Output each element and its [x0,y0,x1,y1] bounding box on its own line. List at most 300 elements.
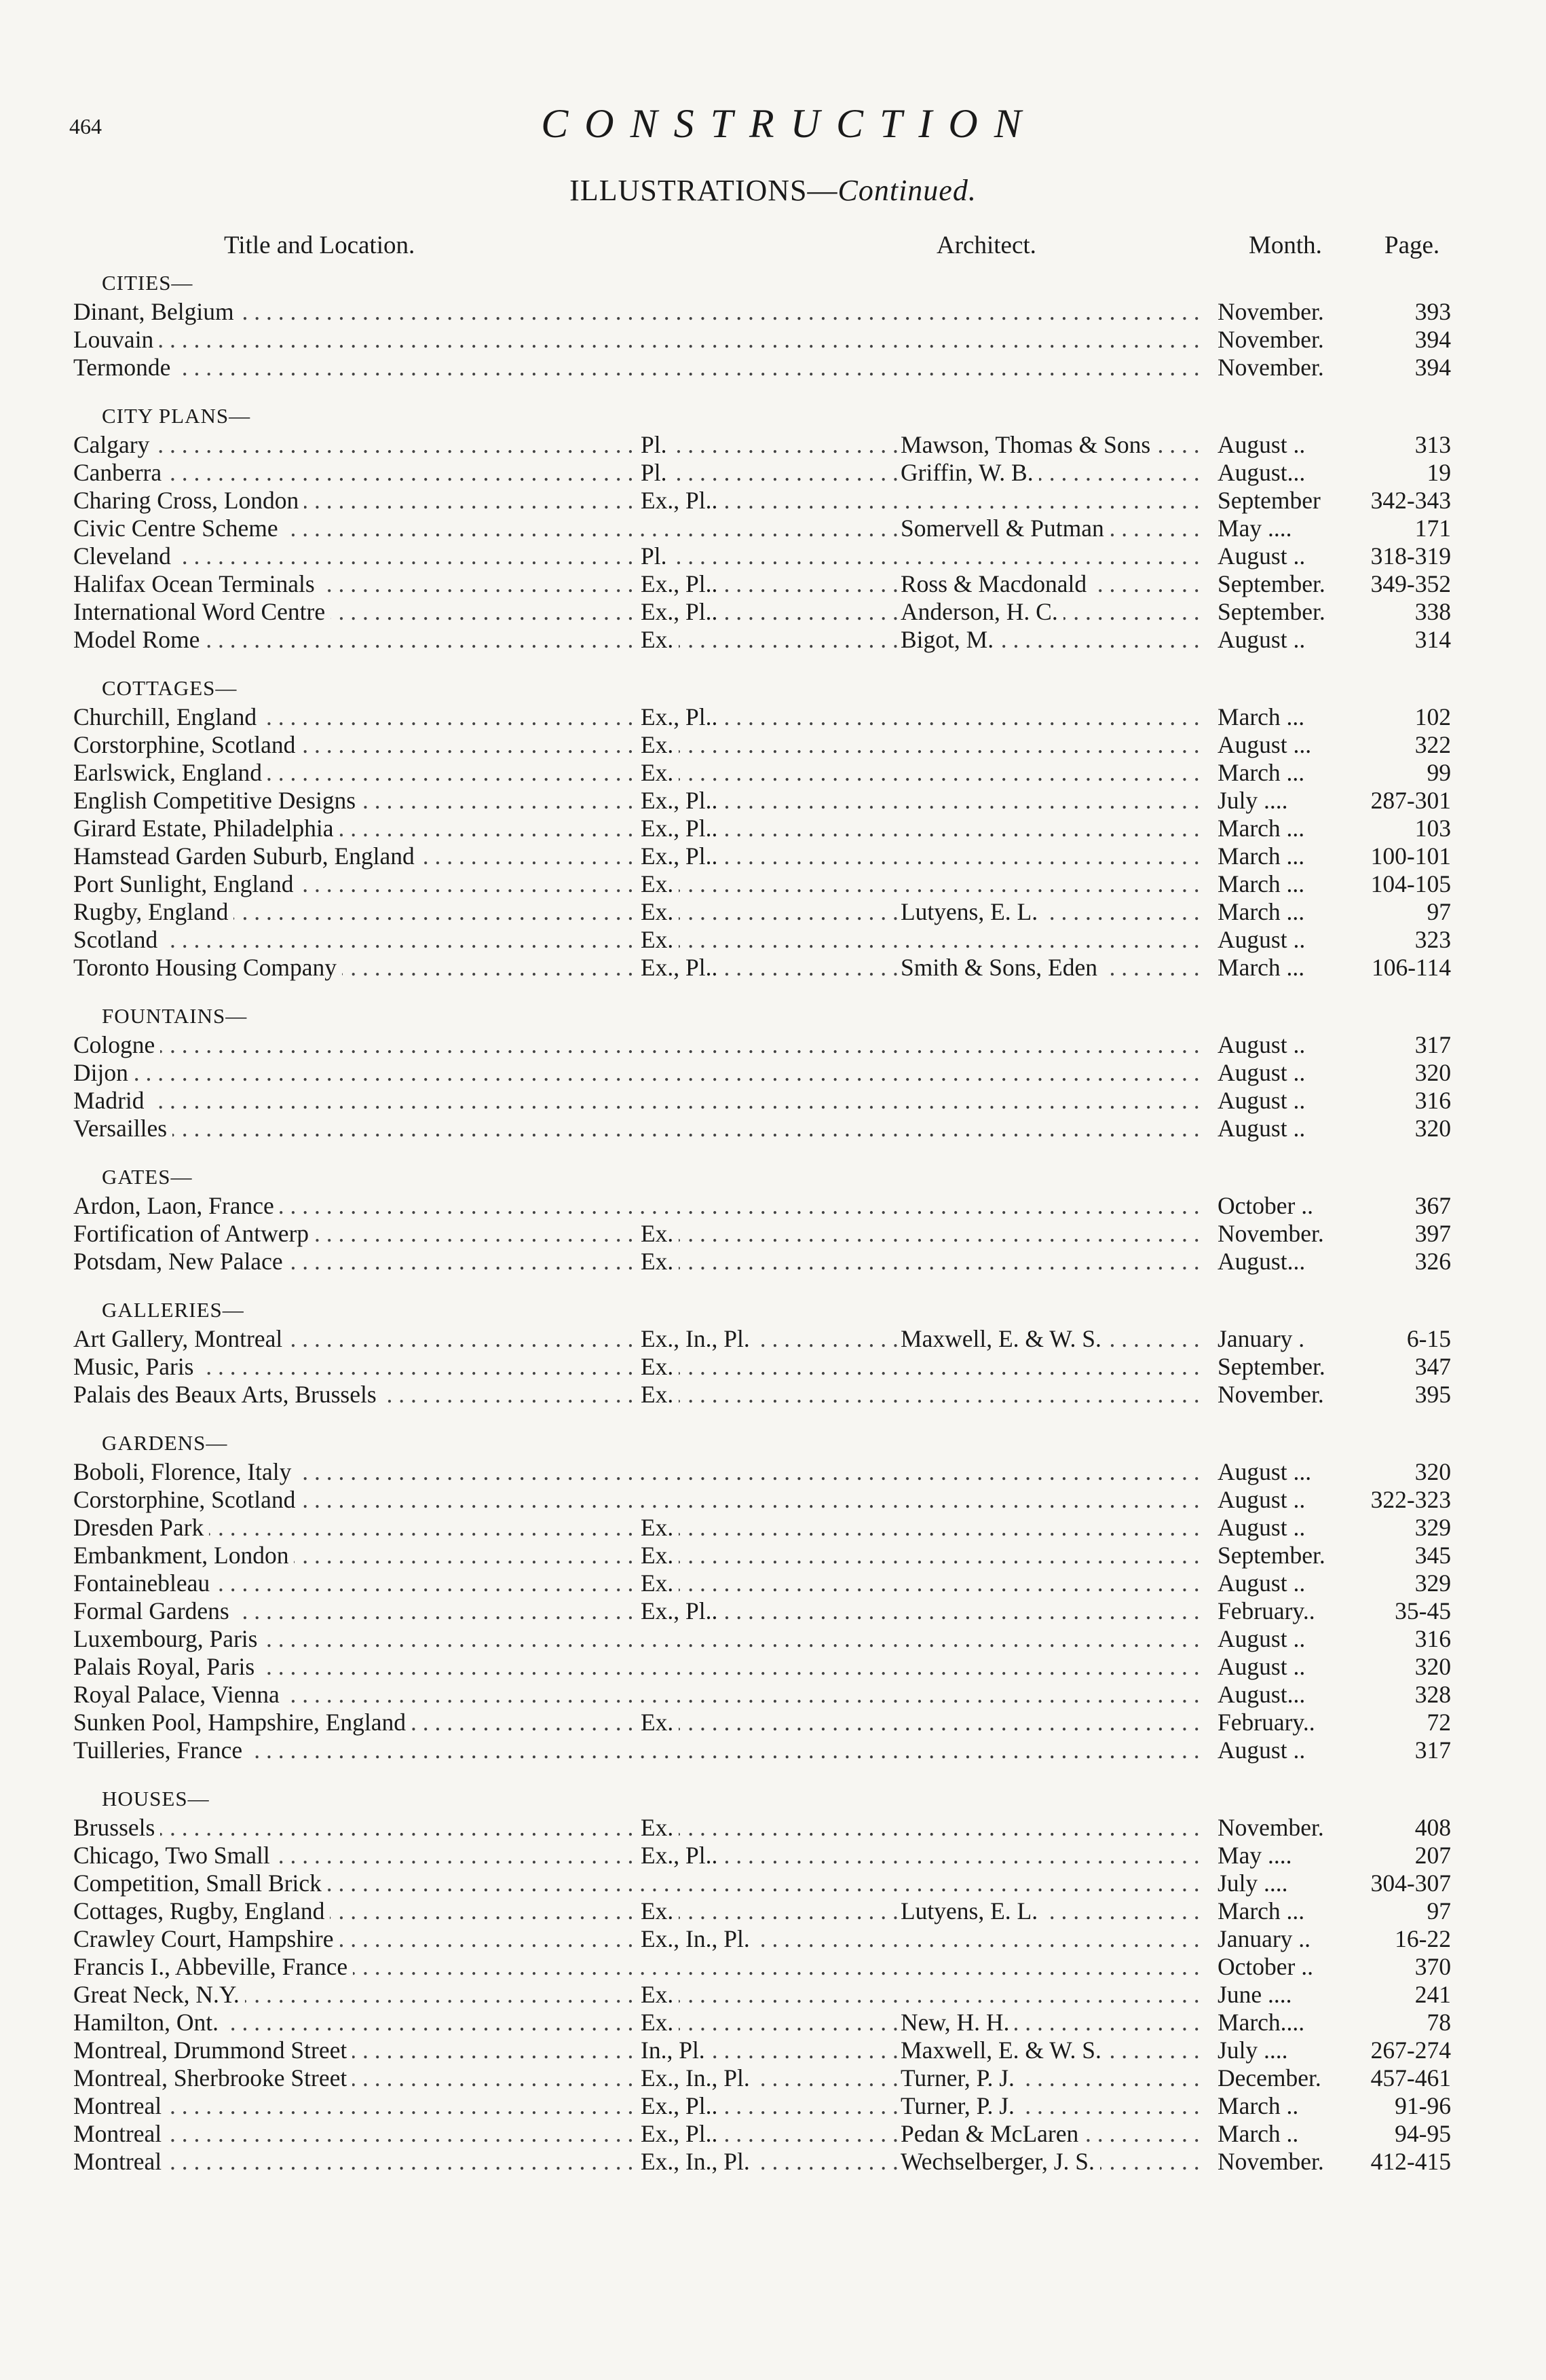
entry-page: 316 [1414,1087,1451,1114]
index-entry [73,759,1451,787]
entry-title: Ardon, Laon, France [73,1192,280,1220]
entry-architect: Pedan & McLaren [898,2120,1084,2148]
entry-month: August .. [1215,1115,1305,1142]
entry-title: Dresden Park [73,1514,209,1542]
index-group [73,1784,1451,2176]
entry-architect: Maxwell, E. & W. S. [898,2037,1107,2064]
entry-title: Crawley Court, Hampshire [73,1925,339,1953]
index-group [73,1001,1451,1142]
entry-month: March ... [1215,1897,1304,1925]
entry-title: Churchill, England [73,703,262,731]
entry-page: 287-301 [1370,787,1451,814]
dot-leader [73,1514,1200,1542]
entry-page: 322 [1414,731,1451,758]
index-entry [73,298,1451,326]
entry-type: Ex. [638,1514,679,1542]
category-heading: COTTAGES— [102,676,238,700]
index-entry [73,570,1451,598]
entry-month: August ... [1215,731,1311,759]
entry-month: November. [1215,2148,1324,2176]
index-entry [73,459,1451,487]
entry-title: Louvain [73,326,159,354]
entry-architect: Somervell & Putman [898,515,1110,542]
entry-page: 412-415 [1370,2148,1451,2175]
entry-page: 345 [1414,1542,1451,1569]
entry-page: 103 [1414,815,1451,842]
entry-page: 457-461 [1370,2064,1451,2091]
entry-type: Ex., Pl.. [638,1597,723,1625]
index-entry [73,1248,1451,1276]
entry-page: 78 [1427,2009,1451,2036]
entry-month: August .. [1215,1569,1305,1597]
index-entry [73,842,1451,870]
entry-type: Ex., Pl.. [638,570,723,598]
index-entry [73,1709,1451,1736]
entry-page: 16-22 [1395,1925,1451,1952]
column-header-architect: Architect. [937,231,1036,259]
entry-title: Sunken Pool, Hampshire, England [73,1709,411,1736]
entry-architect: Turner, P. J. [898,2092,1020,2120]
index-entry [73,1653,1451,1681]
entry-title: Toronto Housing Company [73,954,342,982]
entry-page: 91-96 [1395,2092,1451,2119]
entry-architect: Smith & Sons, Eden [898,954,1103,982]
entry-month: January .. [1215,1925,1311,1953]
category-heading: CITY PLANS— [102,404,251,428]
entry-page: 349-352 [1370,570,1451,597]
entry-page: 317 [1414,1031,1451,1058]
index-entry [73,1192,1451,1220]
index-entry [73,431,1451,459]
entry-title: Calgary [73,431,155,459]
entry-title: Corstorphine, Scotland [73,1486,301,1514]
entry-month: August .. [1215,431,1305,459]
index-group [73,1428,1451,1764]
index-entry [73,954,1451,982]
entry-architect: Ross & Macdonald [898,570,1092,598]
entry-month: August... [1215,459,1305,487]
entry-title: Port Sunlight, England [73,870,299,898]
section-title-continued: Continued. [837,174,977,207]
entry-month: March.... [1215,2009,1304,2037]
entry-type: Ex. [638,626,679,654]
dot-leader [73,2009,1200,2037]
entry-architect: New, H. H. [898,2009,1015,2037]
index-entry [73,1220,1451,1248]
entry-title: Competition, Small Brick [73,1870,327,1897]
entry-title: Madrid [73,1087,150,1115]
dot-leader [73,1059,1200,1087]
entry-title: Cottages, Rugby, England [73,1897,330,1925]
entry-type: Ex. [638,1353,679,1381]
entry-page: 408 [1414,1814,1451,1841]
entry-type: Pl. [638,542,672,570]
index-entry [73,626,1451,654]
entry-architect: Anderson, H. C. [898,598,1063,626]
entry-title: Royal Palace, Vienna [73,1681,285,1709]
entry-title: Cleveland [73,542,176,570]
entry-type: Ex. [638,1248,679,1276]
dot-leader [73,354,1200,382]
index-entry [73,326,1451,354]
entry-title: Palais Royal, Paris [73,1653,260,1681]
entry-month: August .. [1215,1514,1305,1542]
entry-month: November. [1215,1814,1324,1842]
entry-title: Civic Centre Scheme [73,515,284,542]
index-entry [73,1514,1451,1542]
entry-type: Ex. [638,1709,679,1736]
index-entry [73,2037,1451,2064]
entry-title: Montreal [73,2148,167,2176]
index-entry [73,1569,1451,1597]
entry-page: 104-105 [1370,870,1451,897]
entry-title: Hamstead Garden Suburb, England [73,842,420,870]
index-entry [73,487,1451,515]
index-entry [73,1325,1451,1353]
entry-title: Montreal [73,2092,167,2120]
category-heading: GALLERIES— [102,1298,244,1322]
entry-month: August .. [1215,1087,1305,1115]
index-entry [73,1897,1451,1925]
entry-month: March ... [1215,759,1304,787]
category-heading: CITIES— [102,271,193,295]
entry-type: Ex. [638,731,679,759]
entry-month: March ... [1215,842,1304,870]
index-group [73,1295,1451,1409]
index-entry [73,870,1451,898]
entry-type: Ex., Pl.. [638,842,723,870]
entry-month: August... [1215,1681,1305,1709]
entry-month: August .. [1215,1031,1305,1059]
entry-month: March ... [1215,898,1304,926]
entry-title: Montreal, Sherbrooke Street [73,2064,352,2092]
entry-title: Scotland [73,926,163,954]
entry-type: Ex., Pl.. [638,487,723,515]
entry-title: Dijon [73,1059,134,1087]
entry-title: Dinant, Belgium [73,298,240,326]
entry-type: Ex., In., Pl. [638,1925,755,1953]
entry-title: Boboli, Florence, Italy [73,1458,297,1486]
illustrations-index [73,268,1451,2195]
index-entry [73,2064,1451,2092]
entry-title: Model Rome [73,626,205,654]
index-entry [73,787,1451,815]
entry-month: March .. [1215,2120,1298,2148]
index-group [73,268,1451,382]
entry-month: July .... [1215,1870,1288,1897]
entry-type: Ex., In., Pl. [638,2064,755,2092]
entry-month: September [1215,487,1321,515]
index-entry [73,1353,1451,1381]
dot-leader [73,1569,1200,1597]
entry-month: November. [1215,298,1324,326]
index-entry [73,926,1451,954]
entry-type: Ex. [638,1897,679,1925]
entry-type: Ex. [638,1814,679,1842]
index-group [73,673,1451,982]
dot-leader [73,1031,1200,1059]
entry-month: August .. [1215,1059,1305,1087]
entry-title: Potsdam, New Palace [73,1248,288,1276]
entry-type: Ex., In., Pl. [638,1325,755,1353]
category-heading: GARDENS— [102,1431,228,1455]
index-group [73,1162,1451,1276]
index-entry [73,2148,1451,2176]
index-entry [73,1736,1451,1764]
entry-title: Great Neck, N.Y. [73,1981,245,2009]
entry-page: 97 [1427,1897,1451,1925]
entry-month: August... [1215,1248,1305,1276]
entry-month: July .... [1215,2037,1288,2064]
entry-page: 338 [1414,598,1451,625]
entry-month: March ... [1215,815,1304,842]
entry-page: 94-95 [1395,2120,1451,2147]
entry-page: 316 [1414,1625,1451,1652]
entry-title: Montreal [73,2120,167,2148]
entry-month: May .... [1215,515,1292,542]
index-entry [73,515,1451,542]
entry-month: October .. [1215,1192,1313,1220]
entry-month: December. [1215,2064,1321,2092]
entry-month: September. [1215,1353,1325,1381]
entry-type: Ex., In., Pl. [638,2148,755,2176]
index-entry [73,598,1451,626]
entry-page: 267-274 [1370,2037,1451,2064]
index-entry [73,1542,1451,1569]
index-entry [73,703,1451,731]
entry-type: Ex. [638,1220,679,1248]
entry-month: July .... [1215,787,1288,815]
entry-month: November. [1215,1381,1324,1409]
entry-architect: Bigot, M. [898,626,999,654]
entry-type: Ex. [638,2009,679,2037]
entry-page: 313 [1414,431,1451,458]
entry-page: 19 [1427,459,1451,486]
index-entry [73,2120,1451,2148]
entry-type: In., Pl. [638,2037,711,2064]
index-group [73,401,1451,654]
entry-page: 347 [1414,1353,1451,1380]
entry-page: 329 [1414,1514,1451,1541]
entry-month: August .. [1215,542,1305,570]
entry-title: Corstorphine, Scotland [73,731,301,759]
entry-page: 6-15 [1406,1325,1451,1352]
entry-page: 318-319 [1370,542,1451,570]
category-heading: GATES— [102,1165,193,1189]
entry-type: Ex., Pl.. [638,2092,723,2120]
index-entry [73,898,1451,926]
index-entry [73,1087,1451,1115]
entry-title: Luxembourg, Paris [73,1625,263,1653]
entry-page: 394 [1414,354,1451,381]
entry-month: August .. [1215,1625,1305,1653]
entry-title: Formal Gardens [73,1597,235,1625]
dot-leader [73,298,1200,326]
entry-title: Versailles [73,1115,172,1142]
entry-title: Canberra [73,459,167,487]
entry-title: Francis I., Abbeville, France [73,1953,353,1981]
entry-title: Palais des Beaux Arts, Brussels [73,1381,382,1409]
entry-page: 100-101 [1370,842,1451,870]
column-header-page: Page. [1384,231,1440,259]
dot-leader [73,926,1200,954]
entry-page: 320 [1414,1059,1451,1086]
entry-page: 326 [1414,1248,1451,1275]
entry-month: November. [1215,354,1324,382]
entry-month: August .. [1215,1486,1305,1514]
section-title [0,173,1546,208]
entry-month: September. [1215,1542,1325,1569]
entry-page: 97 [1427,898,1451,925]
index-entry [73,1870,1451,1897]
entry-month: May .... [1215,1842,1292,1870]
entry-title: Brussels [73,1814,160,1842]
entry-title: English Competitive Designs [73,787,361,815]
dot-leader [73,1115,1200,1142]
entry-page: 328 [1414,1681,1451,1708]
index-entry [73,542,1451,570]
entry-architect: Maxwell, E. & W. S. [898,1325,1107,1353]
index-entry [73,1059,1451,1087]
entry-type: Ex. [638,1542,679,1569]
entry-architect: Mawson, Thomas & Sons [898,431,1156,459]
index-entry [73,1486,1451,1514]
entry-title: Halifax Ocean Terminals [73,570,320,598]
entry-month: November. [1215,1220,1324,1248]
entry-page: 72 [1427,1709,1451,1736]
entry-page: 317 [1414,1736,1451,1764]
entry-title: Charing Cross, London [73,487,304,515]
entry-type: Ex., Pl.. [638,703,723,731]
entry-type: Ex. [638,926,679,954]
index-entry [73,1597,1451,1625]
entry-type: Ex., Pl.. [638,815,723,842]
category-heading: HOUSES— [102,1787,210,1810]
entry-month: March .. [1215,2092,1298,2120]
entry-page: 304-307 [1370,1870,1451,1897]
entry-page: 393 [1414,298,1451,325]
column-header-title: Title and Location. [224,231,415,259]
entry-title: Rugby, England [73,898,233,926]
entry-title: Art Gallery, Montreal [73,1325,288,1353]
entry-title: Earlswick, England [73,759,267,787]
entry-architect: Lutyens, E. L. [898,1897,1043,1925]
entry-architect: Turner, P. J. [898,2064,1020,2092]
entry-type: Ex. [638,759,679,787]
entry-month: October .. [1215,1953,1313,1981]
index-entry [73,1842,1451,1870]
entry-month: February.. [1215,1597,1315,1625]
entry-page: 314 [1414,626,1451,653]
entry-title: Hamilton, Ont. [73,2009,224,2037]
entry-architect: Wechselberger, J. S. [898,2148,1100,2176]
entry-month: August .. [1215,626,1305,654]
entry-page: 320 [1414,1458,1451,1485]
entry-type: Ex. [638,1381,679,1409]
entry-type: Ex., Pl.. [638,2120,723,2148]
entry-page: 35-45 [1395,1597,1451,1624]
index-entry [73,1381,1451,1409]
entry-page: 367 [1414,1192,1451,1219]
entry-page: 329 [1414,1569,1451,1597]
entry-page: 207 [1414,1842,1451,1869]
entry-month: June .... [1215,1981,1292,2009]
entry-title: Chicago, Two Small [73,1842,276,1870]
entry-page: 322-323 [1370,1486,1451,1513]
entry-page: 397 [1414,1220,1451,1247]
index-entry [73,1031,1451,1059]
entry-title: Fontainebleau [73,1569,215,1597]
index-entry [73,815,1451,842]
entry-month: January . [1215,1325,1304,1353]
index-entry [73,1458,1451,1486]
entry-month: August .. [1215,1653,1305,1681]
index-entry [73,1681,1451,1709]
dot-leader [73,1814,1200,1842]
entry-month: March ... [1215,954,1304,982]
category-heading: FOUNTAINS— [102,1004,248,1028]
entry-page: 370 [1414,1953,1451,1980]
entry-type: Ex. [638,870,679,898]
entry-title: Tuilleries, France [73,1736,248,1764]
page-number: 464 [69,114,102,138]
dot-leader [73,1597,1200,1625]
index-entry [73,1953,1451,1981]
entry-title: Music, Paris [73,1353,200,1381]
dot-leader [73,2092,1200,2120]
entry-type: Ex., Pl.. [638,954,723,982]
dot-leader [73,1087,1200,1115]
entry-page: 171 [1414,515,1451,542]
section-title-main: ILLUSTRATIONS— [569,174,838,207]
index-entry [73,1625,1451,1653]
entry-title: Cologne [73,1031,160,1059]
entry-type: Ex. [638,1569,679,1597]
dot-leader [73,626,1200,654]
entry-page: 241 [1414,1981,1451,2008]
entry-title: Embankment, London [73,1542,294,1569]
index-entry [73,1814,1451,1842]
index-entry [73,1925,1451,1953]
entry-type: Ex., Pl.. [638,598,723,626]
dot-leader [73,326,1200,354]
index-entry [73,354,1451,382]
entry-type: Ex., Pl.. [638,1842,723,1870]
column-header-month: Month. [1249,231,1322,259]
entry-month: November. [1215,326,1324,354]
entry-page: 102 [1414,703,1451,730]
entry-title: Termonde [73,354,176,382]
dot-leader [73,1353,1200,1381]
entry-type: Ex., Pl.. [638,787,723,815]
entry-page: 323 [1414,926,1451,953]
index-entry [73,731,1451,759]
entry-architect: Lutyens, E. L. [898,898,1043,926]
entry-month: August .. [1215,926,1305,954]
index-entry [73,1981,1451,2009]
entry-page: 342-343 [1370,487,1451,514]
entry-title: Montreal, Drummond Street [73,2037,352,2064]
entry-type: Ex. [638,1981,679,2009]
entry-month: September. [1215,598,1325,626]
entry-type: Pl. [638,459,672,487]
entry-title: Fortification of Antwerp [73,1220,314,1248]
index-entry [73,2009,1451,2037]
entry-page: 99 [1427,759,1451,786]
dot-leader [73,542,1200,570]
entry-month: September. [1215,570,1325,598]
entry-month: March ... [1215,870,1304,898]
